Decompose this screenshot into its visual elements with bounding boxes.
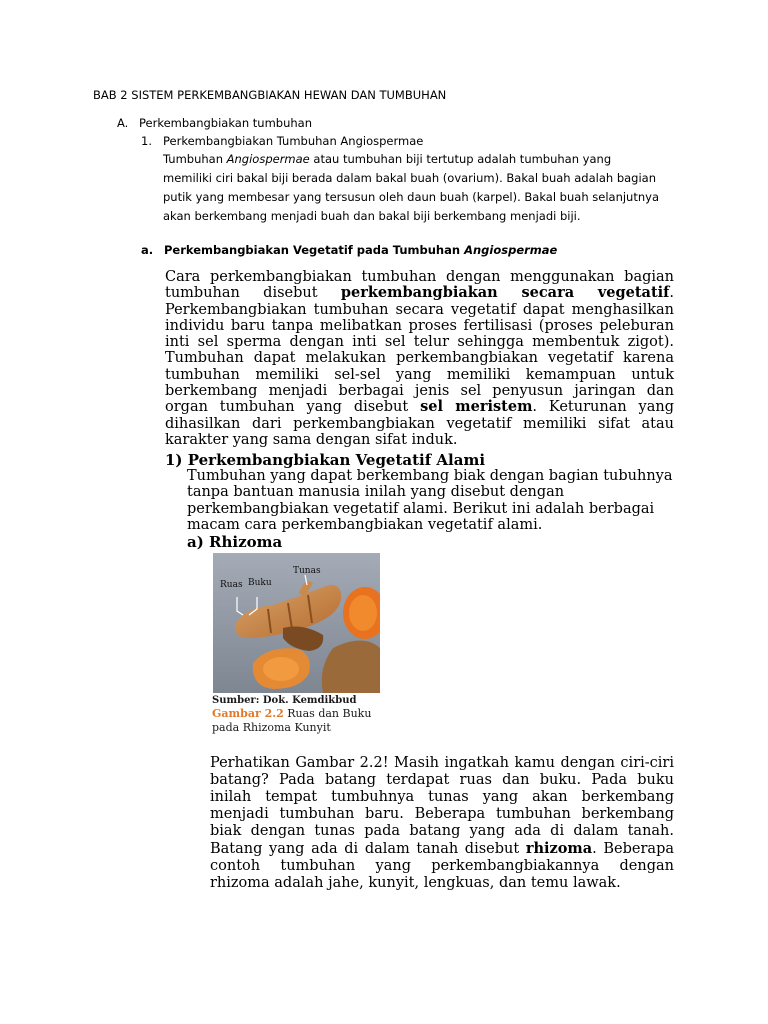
heading-vegetatif-alami: 1) Perkembangbiakan Vegetatif Alami xyxy=(165,451,486,469)
figure-caption: Gambar 2.2 Ruas dan Buku pada Rhizoma Kunyit xyxy=(212,707,372,734)
section-a-marker: A. xyxy=(117,116,129,130)
sub-a-title: Perkembangbiakan Vegetatif pada Tumbuhan Angiospermae xyxy=(164,243,558,257)
rhizoma-photo xyxy=(213,553,380,693)
item-1-marker: 1. xyxy=(141,134,152,148)
label-tunas: Tunas xyxy=(293,566,321,576)
heading-rhizoma: a) Rhizoma xyxy=(187,533,283,551)
section-a-title: Perkembangbiakan tumbuhan xyxy=(139,116,312,130)
alami-paragraph: Tumbuhan yang dapat berkembang biak dengan bagian tubuhnya tanpa bantuan manusia inilah yang disebut dengan perkembangbiakan vegetatif alami. Berikut ini adalah berbagai macam cara perkembangbiakan vegetatif alami. xyxy=(187,468,673,533)
item-1-title: Perkembangbiakan Tumbuhan Angiospermae xyxy=(163,134,424,148)
sub-a-marker: a. xyxy=(141,243,154,257)
chapter-title: BAB 2 SISTEM PERKEMBANGBIAKAN HEWAN DAN TUMBUHAN xyxy=(93,88,447,102)
rhizoma-paragraph: Perhatikan Gambar 2.2! Masih ingatkah kamu dengan ciri-ciri batang? Pada batang terdapat ruas dan buku. Pada buku inilah tempat tumbuhnya tunas yang akan berkembang menjadi tumbuhan baru. Beberapa tumbuhan berkembang biak dengan tunas pada batang yang ada di dalam tanah. Batang yang ada di dalam tanah disebut rhizoma. Beberapa contoh tumbuhan yang perkembangbiakannya dengan rhizoma adalah jahe, kunyit, lengkuas, dan temu lawak. xyxy=(210,755,675,891)
label-ruas: Ruas xyxy=(220,580,243,590)
figure-number: Gambar 2.2 xyxy=(212,707,284,720)
vegetatif-paragraph: Cara perkembangbiakan tumbuhan dengan menggunakan bagian tumbuhan disebut perkembangbiakan secara vegetatif. Perkembangbiakan tumbuhan secara vegetatif dapat menghasilkan individu baru tanpa melibatkan proses fertilisasi (proses peleburan inti sel sperma dengan inti sel telur sehingga membentuk zigot). Tumbuhan dapat melakukan perkembangbiakan vegetatif karena tumbuhan memiliki sel-sel yang memiliki kemampuan untuk berkembang menjadi berbagai jenis sel penyusun jaringan dan organ tumbuhan yang disebut sel meristem. Keturunan yang dihasilkan dari perkembangbiakan vegetatif memiliki sifat atau karakter yang sama dengan sifat induk. xyxy=(165,269,675,448)
intro-paragraph: Tumbuhan Angiospermae atau tumbuhan biji tertutup adalah tumbuhan yang memiliki ciri bakal biji berada dalam bakal buah (ovarium). Bakal buah adalah bagian putik yang membesar yang tersusun oleh daun buah (karpel). Bakal buah selanjutnya akan berkembang menjadi buah dan bakal biji berkembang menjadi biji. xyxy=(163,152,659,223)
figure-source: Sumber: Dok. Kemdikbud xyxy=(212,695,357,706)
label-buku: Buku xyxy=(248,578,272,588)
